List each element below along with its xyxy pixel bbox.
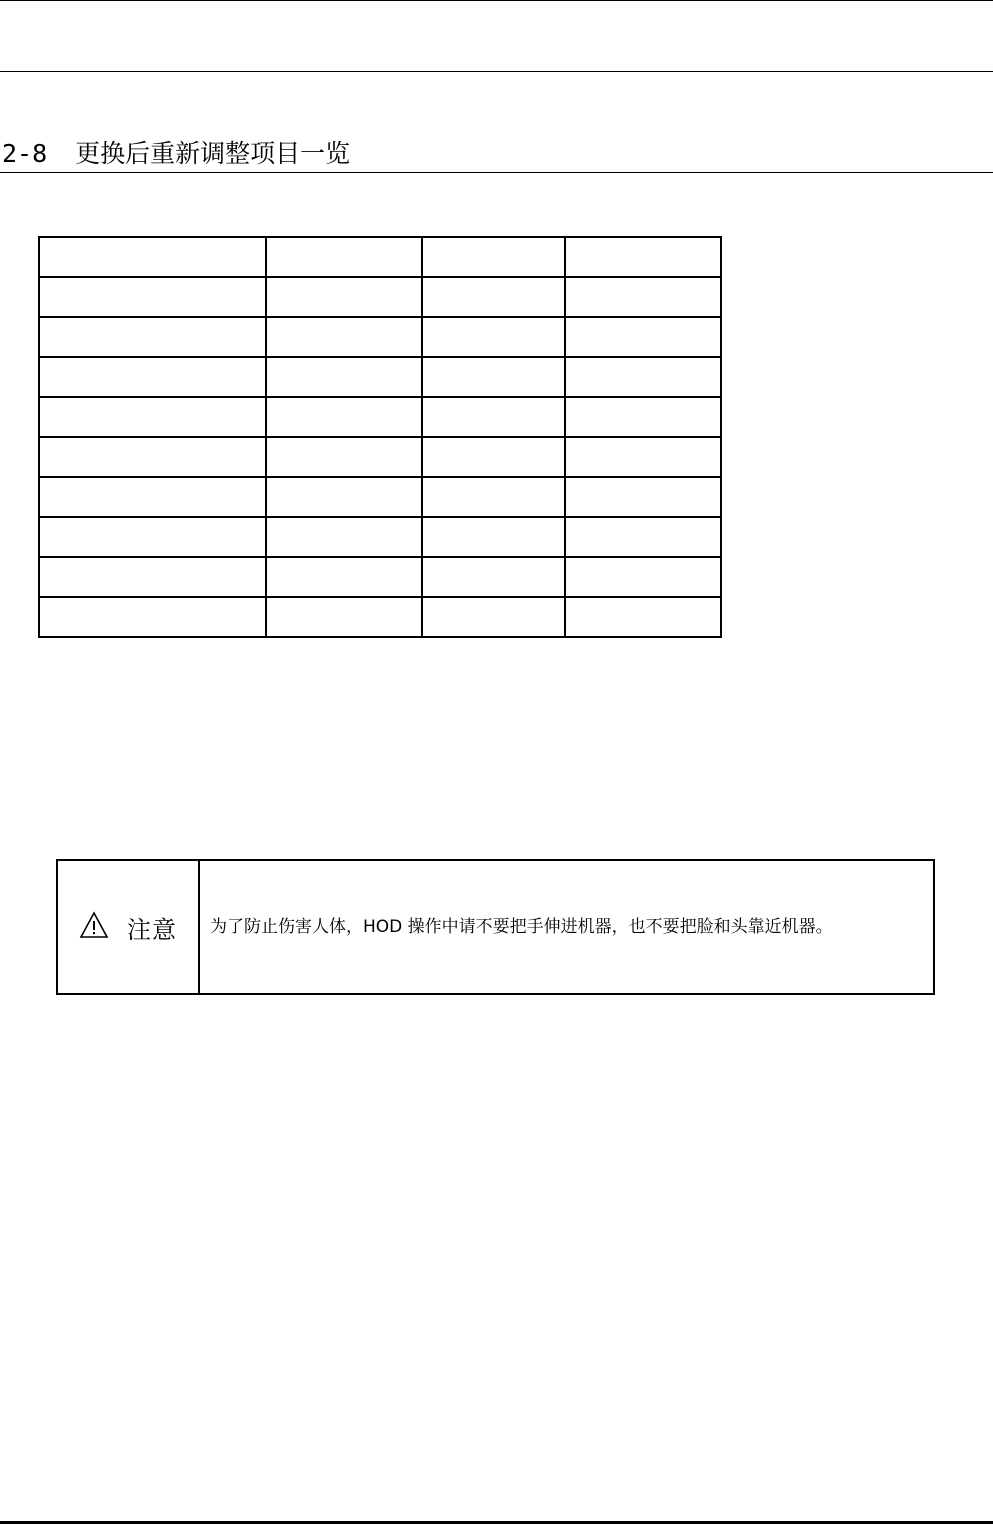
- table-cell: [39, 597, 266, 637]
- adjustment-items-table: [38, 236, 722, 638]
- table-cell: [565, 437, 721, 477]
- table-cell: [565, 277, 721, 317]
- table-row: [39, 437, 721, 477]
- table-row: [39, 397, 721, 437]
- section-title-rule: [0, 172, 993, 173]
- table-cell: [266, 557, 422, 597]
- table-cell: [565, 597, 721, 637]
- table-row: [39, 517, 721, 557]
- table-cell: [422, 357, 565, 397]
- caution-label: 注意: [127, 915, 177, 944]
- table-cell: [422, 317, 565, 357]
- section-heading: [2, 138, 350, 170]
- table-cell: [266, 317, 422, 357]
- table-cell: [422, 557, 565, 597]
- table-cell: [266, 357, 422, 397]
- table-cell: [39, 397, 266, 437]
- table-row: [39, 357, 721, 397]
- table-cell: [565, 317, 721, 357]
- table-cell: [422, 397, 565, 437]
- table-cell: [39, 237, 266, 277]
- warning-triangle-icon: [79, 911, 109, 943]
- table-cell: [565, 237, 721, 277]
- table-row: [39, 277, 721, 317]
- table-cell: [39, 517, 266, 557]
- caution-box: [56, 859, 935, 995]
- section-number: 2-8: [2, 139, 48, 168]
- table-cell: [565, 517, 721, 557]
- table-cell: [422, 517, 565, 557]
- table-cell: [39, 277, 266, 317]
- table-cell: [422, 237, 565, 277]
- table-cell: [39, 477, 266, 517]
- table-cell: [422, 277, 565, 317]
- table-cell: [266, 237, 422, 277]
- table-cell: [266, 517, 422, 557]
- table-cell: [39, 357, 266, 397]
- table-cell: [266, 597, 422, 637]
- table-cell: [565, 397, 721, 437]
- header-bottom-rule: [0, 71, 993, 72]
- table-cell: [39, 437, 266, 477]
- table-cell: [565, 477, 721, 517]
- table-cell: [565, 357, 721, 397]
- table-cell: [39, 557, 266, 597]
- table-cell: [266, 437, 422, 477]
- table-row: [39, 477, 721, 517]
- table-cell: [39, 317, 266, 357]
- table-cell: [422, 437, 565, 477]
- table-row: [39, 557, 721, 597]
- table-row: [39, 597, 721, 637]
- caution-label-cell: [57, 860, 199, 994]
- table-cell: [266, 477, 422, 517]
- table-cell: [266, 277, 422, 317]
- caution-text: 为了防止伤害人体，HOD 操作中请不要把手伸进机器，也不要把脸和头靠近机器。: [210, 917, 833, 937]
- table-row: [39, 237, 721, 277]
- table-cell: [422, 477, 565, 517]
- footer-rule: [0, 1521, 993, 1524]
- section-title: 更换后重新调整项目一览: [75, 139, 351, 168]
- caution-text-cell: [199, 860, 934, 994]
- table-cell: [422, 597, 565, 637]
- table-cell: [266, 397, 422, 437]
- header-top-rule: [0, 0, 993, 1]
- table-cell: [565, 557, 721, 597]
- table-row: [39, 317, 721, 357]
